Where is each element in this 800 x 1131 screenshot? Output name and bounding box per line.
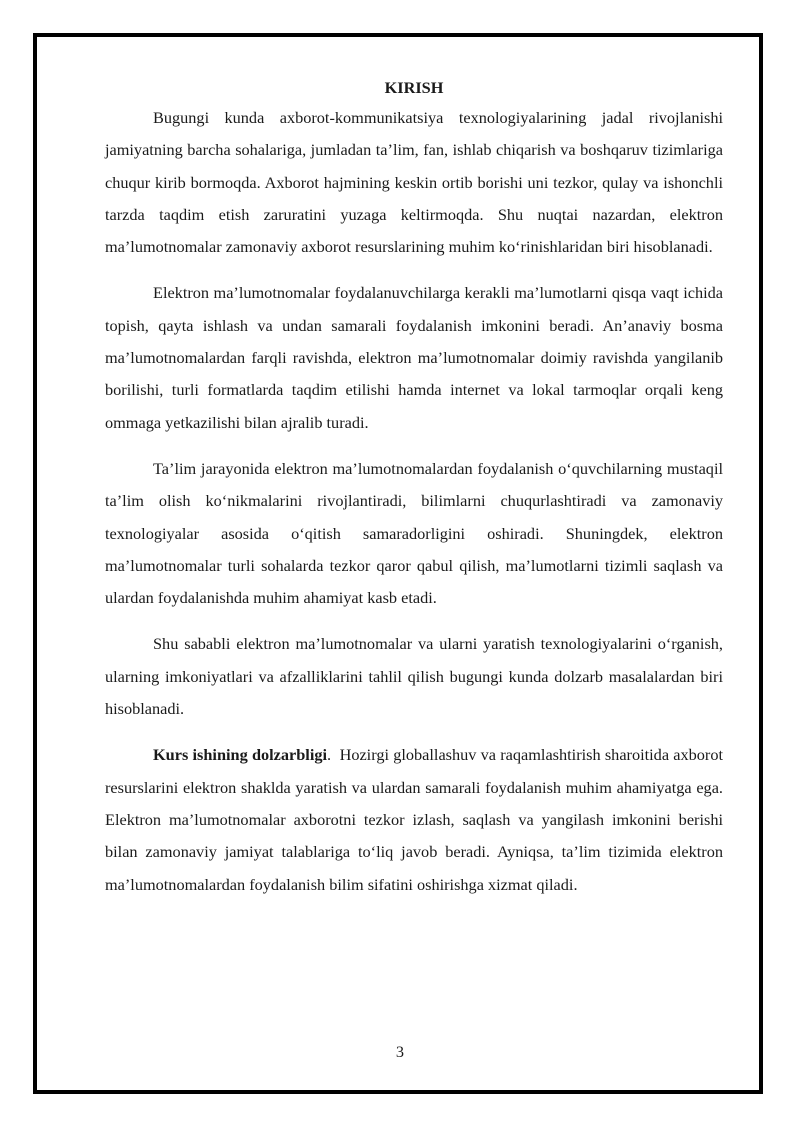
relevance-heading: Kurs ishining dolzarbligi	[153, 745, 328, 765]
paragraph-conclusion: Shu sababli elektron ma’lumotnomalar va ularni yaratish texnologiyalarini o‘rganish, ularning imkoniyatlari va afzalliklarini tahlil qilish bugungi kunda dolzarb masalalardan biri hisoblanadi.	[105, 634, 723, 719]
relevance-text: Hozirgi globallashuv va raqamlashtirish sharoitida axborot resurslarini elektron shaklda yaratish va ulardan samarali foydalanish muhim ahamiyatga ega. Elektron ma’lumotnomalar axborotni tezkor izlash, saqlash va yangilash imkonini berishi bilan zamonaviy jamiyat talablariga to‘liq javob beradi. Ayniqsa, ta’lim tizimida elektron ma’lumotnomalardan foydalanish bilim sifatini oshirishga xizmat qiladi.	[105, 745, 723, 894]
paragraph-relevance	[105, 739, 723, 900]
paragraph-education-use: Ta’lim jarayonida elektron ma’lumotnomalardan foydalanish o‘quvchilarning mustaqil ta’lim olish ko‘nikmalarini rivojlantiradi, bilimlarni chuqurlashtiradi va zamonaviy texnologiyalar asosida o‘qitish samaradorligini oshiradi. Shuningdek, elektron ma’lumotnomalar turli sohalarda tezkor qaror qabul qilish, ma’lumotlarni tizimli saqlash va ulardan foydalanishda muhim ahamiyat kasb etadi.	[105, 458, 723, 608]
page-number: 3	[395, 1042, 405, 1061]
document-body	[105, 74, 723, 915]
section-title: KIRISH	[384, 78, 444, 97]
paragraph-electronic-references: Elektron ma’lumotnomalar foydalanuvchilarga kerakli ma’lumotlarni qisqa vaqt ichida topish, qayta ishlash va undan samarali foydalanish imkonini beradi. An’anaviy bosma ma’lumotnomalardan farqli ravishda, elektron ma’lumotnomalar doimiy ravishda yangilanib borilishi, turli formatlarda taqdim etilishi hamda internet va lokal tarmoqlar orqali keng ommaga yetkazilishi bilan ajralib turadi.	[105, 283, 723, 432]
paragraph-intro: Bugungi kunda axborot-kommunikatsiya texnologiyalarining jadal rivojlanishi jamiyatning barcha sohalariga, jumladan ta’lim, fan, ishlab chiqarish va boshqaruv tizimlariga chuqur kirib bormoqda. Axborot hajmining keskin ortib borishi uni tezkor, qulay va ishonchli tarzda taqdim etish zaruratini yuzaga keltirmoqda. Shu nuqtai nazardan, elektron ma’lumotnomalar zamonaviy axborot resurslarining muhim ko‘rinishlaridan biri hisoblanadi.	[105, 108, 723, 257]
relevance-heading-punct: .	[327, 745, 332, 765]
